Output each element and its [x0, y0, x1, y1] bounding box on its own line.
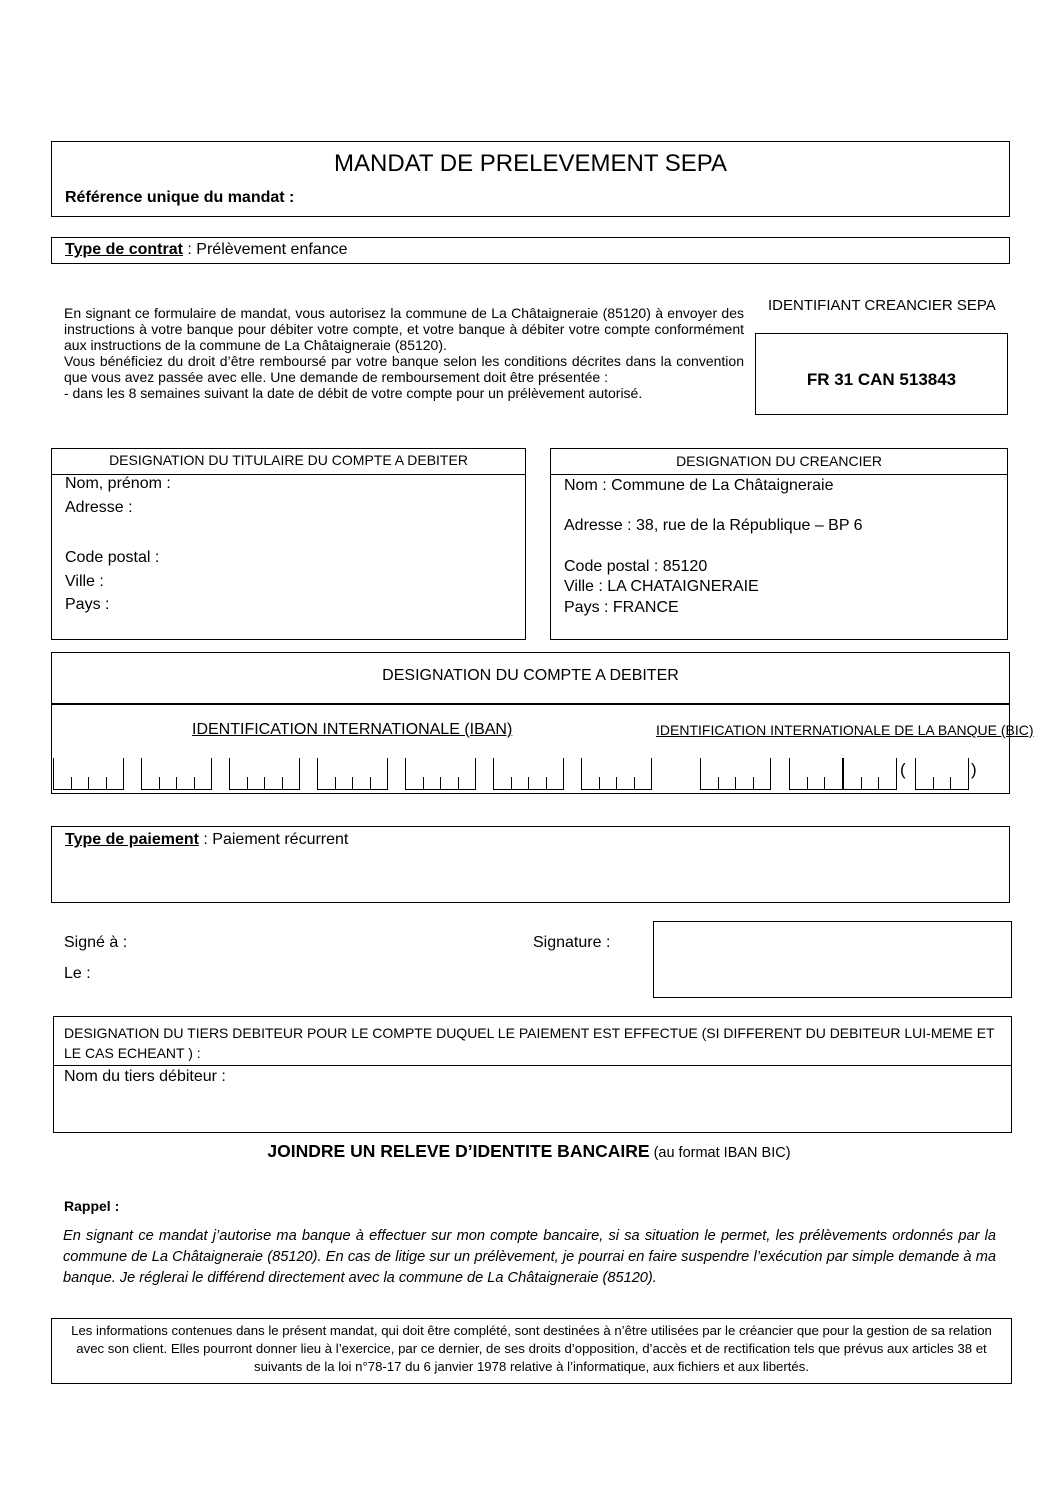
creditor-id-label: IDENTIFIANT CREANCIER SEPA — [768, 297, 996, 314]
digit-cell-group[interactable] — [405, 758, 476, 790]
digit-cell-divider — [878, 777, 879, 790]
digit-cell-divider — [718, 777, 719, 790]
digit-cell-divider — [843, 758, 844, 790]
digit-cell-divider — [53, 758, 54, 790]
digit-cell-divider — [141, 758, 142, 790]
digit-cell-group[interactable] — [789, 758, 843, 790]
legal-notice-box — [51, 1318, 1012, 1384]
digit-cell-divider — [405, 758, 406, 790]
intro-paragraph-refund: Vous bénéficiez du droit d’être remboursé par votre banque selon les conditions décrites dans la convention que vous avez passée avec elle. Une demande de remboursement doit être présentée : — [64, 353, 744, 385]
debtor-box-title: DESIGNATION DU TITULAIRE DU COMPTE A DEBITER — [109, 452, 468, 468]
digit-cell-divider — [616, 777, 617, 790]
debtor-name-label: Nom, prénom : — [65, 475, 171, 492]
digit-cell-divider — [440, 777, 441, 790]
third-party-box — [53, 1016, 1012, 1133]
digit-cell-divider — [387, 758, 388, 790]
payment-type-value: : Paiement récurrent — [198, 831, 349, 848]
digit-cell-divider — [211, 758, 212, 790]
reminder-title: Rappel : — [64, 1198, 120, 1214]
digit-cell-divider — [71, 777, 72, 790]
digit-cell-divider — [247, 777, 248, 790]
digit-cell-group[interactable] — [700, 758, 771, 790]
reminder-text: En signant ce mandat j’autorise ma banque à effectuer sur mon compte bancaire, si sa situation le permet, les prélèvements ordonnés par la commune de La Châtaigneraie (85120). En cas de litige sur un prélèvement, je pourrai en faire suspendre l’exécution par simple demande à ma banque. Je réglerai le différend directement avec la commune de La Châtaigneraie (85120). — [63, 1228, 996, 1286]
digit-cell-divider — [123, 758, 124, 790]
digit-cell-group[interactable] — [493, 758, 564, 790]
attach-rib-note: (au format IBAN BIC) — [649, 1145, 791, 1161]
digit-cell-divider — [352, 777, 353, 790]
digit-cell-divider — [861, 777, 862, 790]
digit-cell-divider — [807, 777, 808, 790]
digit-cell-divider — [968, 758, 969, 790]
intro-paragraph-authorization: En signant ce formulaire de mandat, vous autorisez la commune de La Châtaigneraie (85120) à envoyer des instructions à votre banque pour débiter votre compte, et votre banque à débiter votre compte conformément aux instructions de la commune de La Châtaigneraie (85120). — [64, 305, 744, 353]
digit-cell-divider — [493, 758, 494, 790]
digit-cell-divider — [423, 777, 424, 790]
digit-cell-divider — [299, 758, 300, 790]
creditor-country: Pays : FRANCE — [564, 599, 679, 616]
digit-cell-divider — [789, 758, 790, 790]
digit-cell-divider — [264, 777, 265, 790]
iban-label: IDENTIFICATION INTERNATIONALE (IBAN) — [192, 721, 513, 738]
third-party-name-label: Nom du tiers débiteur : — [64, 1068, 226, 1085]
digit-cell-group[interactable] — [317, 758, 388, 790]
third-party-title: DESIGNATION DU TIERS DEBITEUR POUR LE COMPTE DUQUEL LE PAIEMENT EST EFFECTUE (SI DIFFERENT DU DEBITEUR LUI-MEME ET LE CAS ECHEANT ) : — [64, 1025, 995, 1061]
date-label: Le : — [64, 965, 91, 982]
bic-close-paren: ) — [971, 760, 977, 779]
digit-cell-divider — [770, 758, 771, 790]
digit-cell-divider — [317, 758, 318, 790]
debtor-city-label: Ville : — [65, 573, 104, 590]
digit-cell-divider — [599, 777, 600, 790]
digit-cell-divider — [282, 777, 283, 790]
digit-cell-divider — [563, 758, 564, 790]
intro-bullet-deadline: - dans les 8 semaines suivant la date de débit de votre compte pour un prélèvement autorisé. — [64, 385, 643, 401]
digit-cell-divider — [824, 777, 825, 790]
contract-type-value: : Prélèvement enfance — [182, 241, 348, 258]
digit-cell-divider — [753, 777, 754, 790]
debtor-box — [51, 448, 526, 640]
mandate-reference-label: Référence unique du mandat : — [65, 189, 295, 206]
digit-cell-divider — [735, 777, 736, 790]
digit-cell-baseline — [915, 789, 969, 790]
debtor-address-label: Adresse : — [65, 499, 133, 516]
account-title-box — [51, 652, 1010, 704]
creditor-id-box — [755, 333, 1008, 415]
digit-cell-divider — [176, 777, 177, 790]
digit-cell-divider — [581, 758, 582, 790]
creditor-box — [550, 448, 1008, 640]
third-party-divider — [54, 1065, 1011, 1066]
creditor-box-title: DESIGNATION DU CREANCIER — [676, 453, 882, 469]
digit-cell-divider — [229, 758, 230, 790]
payment-type-label: Type de paiement — [65, 831, 199, 848]
debtor-country-label: Pays : — [65, 596, 110, 613]
creditor-postal: Code postal : 85120 — [564, 558, 708, 575]
mandate-header-box — [51, 141, 1010, 217]
digit-cell-group[interactable] — [53, 758, 124, 790]
contract-type-label: Type de contrat — [65, 241, 183, 258]
payment-type-line — [65, 831, 348, 849]
account-box-title: DESIGNATION DU COMPTE A DEBITER — [382, 667, 679, 684]
digit-cell-group[interactable] — [229, 758, 300, 790]
payment-type-box — [51, 826, 1010, 903]
creditor-city: Ville : LA CHATAIGNERAIE — [564, 578, 759, 595]
contract-type-line — [65, 241, 348, 259]
creditor-id-value: FR 31 CAN 513843 — [806, 370, 957, 389]
digit-cell-divider — [335, 777, 336, 790]
digit-cell-divider — [700, 758, 701, 790]
digit-cell-divider — [933, 777, 934, 790]
digit-cell-divider — [896, 758, 897, 790]
signature-box[interactable] — [653, 921, 1012, 998]
creditor-name: Nom : Commune de La Châtaigneraie — [564, 477, 834, 494]
digit-cell-divider — [950, 777, 951, 790]
digit-cell-divider — [458, 777, 459, 790]
creditor-address: Adresse : 38, rue de la République – BP 6 — [564, 517, 863, 534]
digit-cell-divider — [106, 777, 107, 790]
digit-cell-divider — [546, 777, 547, 790]
digit-cell-divider — [915, 758, 916, 790]
signature-label: Signature : — [533, 934, 611, 951]
digit-cell-baseline — [843, 789, 897, 790]
attach-rib-heading: JOINDRE UN RELEVE D’IDENTITE BANCAIRE — [267, 1141, 650, 1161]
digit-cell-group[interactable] — [581, 758, 652, 790]
digit-cell-baseline — [789, 789, 843, 790]
debtor-postal-label: Code postal : — [65, 549, 160, 566]
digit-cell-divider — [88, 777, 89, 790]
legal-notice-text: Les informations contenues dans le présent mandat, qui doit être complété, sont destinées à n’être utilisées par le créancier que pour la gestion de sa relation avec son client. Elles pourront donner lieu à l’exercice, par ce dernier, de ses droits d’opposition, d’accès et de rectification tels que prévus aux articles 38 et suivants de la loi n°78-17 du 6 janvier 1978 relative à l’informatique, aux fichiers et aux libertés. — [71, 1323, 992, 1374]
creditor-title-divider — [551, 474, 1007, 475]
bic-label: IDENTIFICATION INTERNATIONALE DE LA BANQUE (BIC) — [656, 722, 1034, 738]
contract-type-box — [51, 237, 1010, 264]
digit-cell-divider — [651, 758, 652, 790]
signed-at-label: Signé à : — [64, 934, 128, 951]
intro-text — [64, 305, 744, 401]
digit-cell-divider — [475, 758, 476, 790]
digit-cell-divider — [194, 777, 195, 790]
bic-open-paren: ( — [900, 760, 906, 779]
digit-cell-divider — [370, 777, 371, 790]
digit-cell-divider — [528, 777, 529, 790]
digit-cell-group[interactable] — [141, 758, 212, 790]
digit-cell-group[interactable] — [915, 758, 969, 790]
digit-cell-divider — [159, 777, 160, 790]
digit-cell-divider — [511, 777, 512, 790]
digit-cell-divider — [634, 777, 635, 790]
attach-rib-line — [0, 1141, 1058, 1162]
page-title: MANDAT DE PRELEVEMENT SEPA — [334, 150, 727, 177]
digit-cell-group[interactable] — [843, 758, 897, 790]
